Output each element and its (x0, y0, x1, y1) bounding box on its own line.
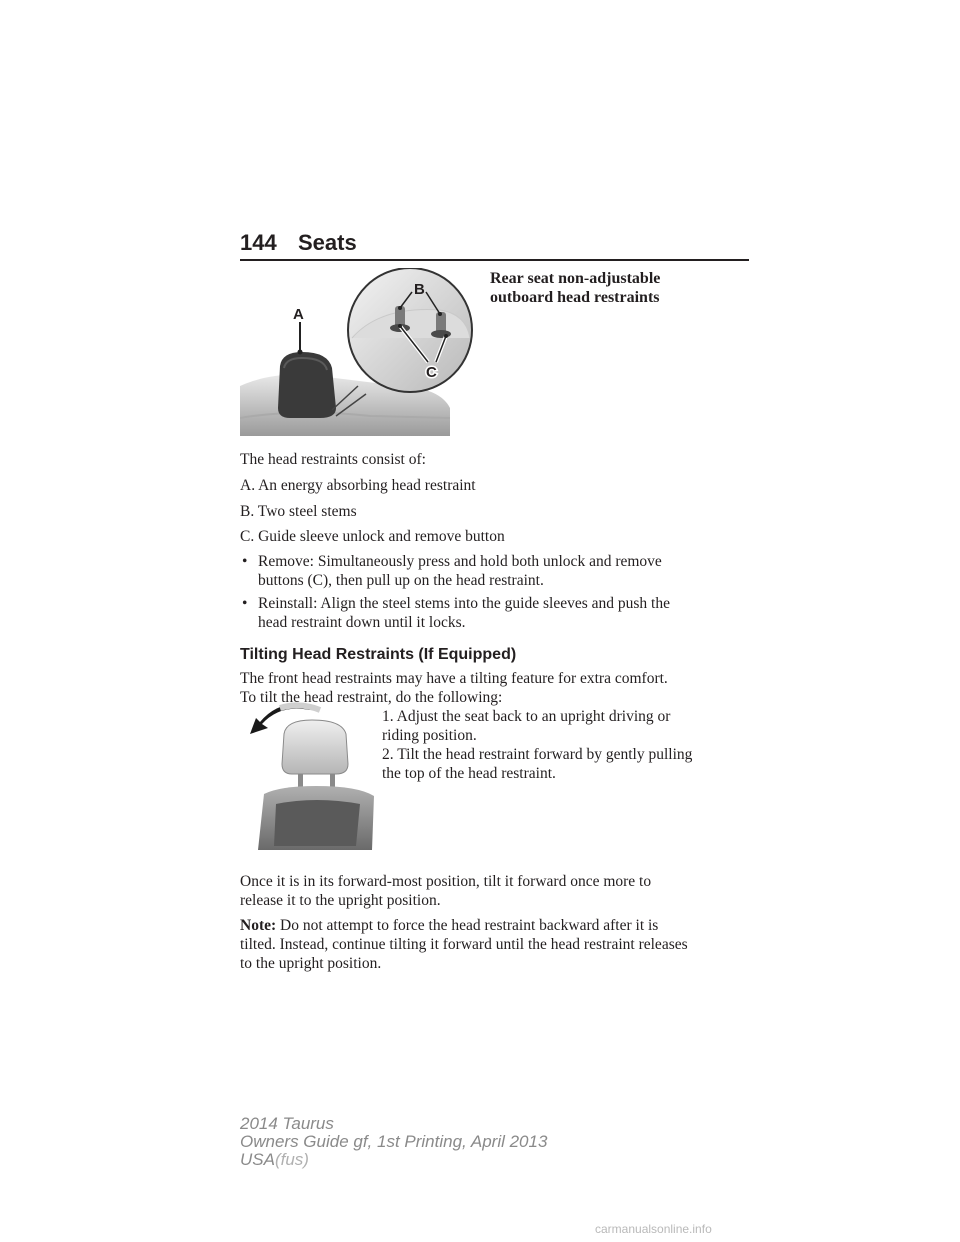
bullet-symbol: • (242, 595, 248, 612)
bullet-line: head restraint down until it locks. (258, 614, 466, 631)
tilting-intro-line: The front head restraints may have a tilting feature for extra comfort. (240, 670, 668, 687)
note-line: to the upright position. (240, 955, 382, 972)
caption-line: Rear seat non-adjustable (490, 270, 661, 287)
bullet-line: buttons (C), then pull up on the head restraint. (258, 572, 544, 589)
bullet-line: Remove: Simultaneously press and hold both unlock and remove (258, 553, 662, 570)
figure-caption (490, 269, 750, 307)
step-line: 2. Tilt the head restraint forward by gently pulling (382, 746, 693, 763)
page-title: Seats (298, 230, 357, 255)
intro-text: The head restraints consist of: (240, 451, 426, 468)
tilting-intro-line: To tilt the head restraint, do the following: (240, 689, 503, 706)
step-2 (382, 745, 762, 783)
note-text: Do not attempt to force the head restraint backward after it is (276, 917, 659, 934)
after-text-line: release it to the upright position. (240, 892, 441, 909)
step-line: 1. Adjust the seat back to an upright driving or (382, 708, 671, 725)
item-c-text: C. Guide sleeve unlock and remove button (240, 528, 505, 545)
watermark: carmanualsonline.info (595, 1222, 712, 1236)
footer-line: USA(fus) (240, 1150, 309, 1169)
document-footer (240, 1115, 547, 1169)
footer-suffix: (fus) (274, 1150, 309, 1169)
step-line: riding position. (382, 727, 477, 744)
note-line: tilted. Instead, continue tilting it forward until the head restraint releases (240, 936, 688, 953)
item-a-text: A. An energy absorbing head restraint (240, 477, 476, 494)
rear-head-restraint-figure (240, 268, 485, 436)
footer-line: 2014 Taurus (240, 1114, 334, 1133)
label-b: B (414, 281, 425, 298)
header-rule (240, 259, 749, 261)
item-b-text: B. Two steel stems (240, 503, 357, 520)
section-heading: Tilting Head Restraints (If Equipped) (240, 646, 517, 663)
label-a: A (293, 306, 304, 323)
page-number: 144 (240, 230, 277, 255)
after-text-line: Once it is in its forward-most position, tilt it forward once more to (240, 873, 652, 890)
step-line: the top of the head restraint. (382, 765, 556, 782)
label-c: C (426, 364, 437, 381)
footer-line: Owners Guide gf, 1st Printing, April 2013 (240, 1132, 548, 1151)
tilting-head-restraint-figure (240, 700, 375, 850)
bullet-line: Reinstall: Align the steel stems into the guide sleeves and push the (258, 595, 670, 612)
caption-line: outboard head restraints (490, 289, 660, 306)
note-line (240, 916, 658, 935)
bullet-symbol: • (242, 553, 248, 570)
note-label: Note: (240, 917, 277, 934)
step-1 (382, 707, 762, 745)
